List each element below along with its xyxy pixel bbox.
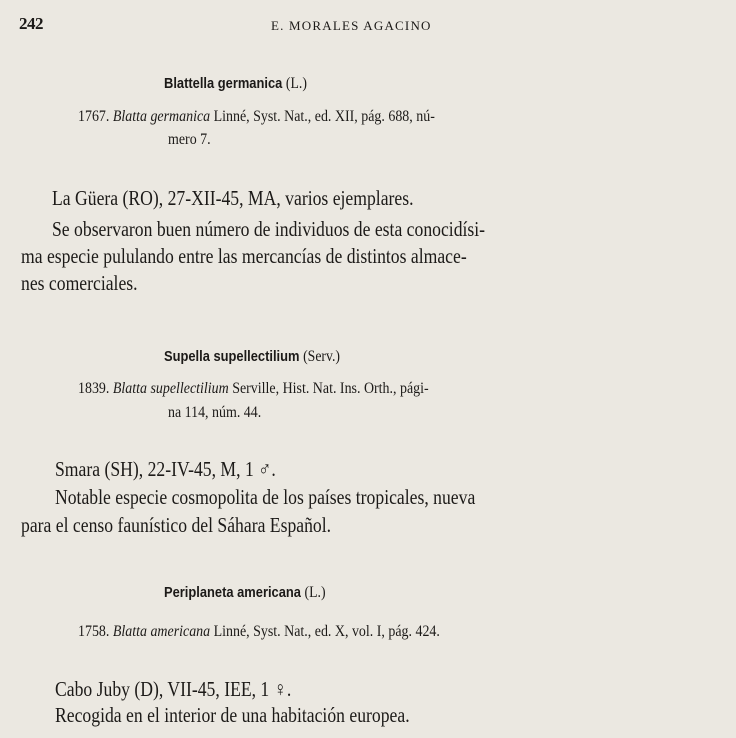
citation-continuation: na 114, núm. 44. bbox=[168, 404, 262, 421]
citation-year: 1758. bbox=[78, 623, 110, 640]
citation-year: 1767. bbox=[78, 108, 110, 125]
citation-continuation: mero 7. bbox=[168, 131, 211, 148]
species-heading bbox=[164, 584, 326, 602]
citation-year: 1839. bbox=[78, 380, 110, 397]
note-line: Se observaron buen número de individuos de esta conocidísi- bbox=[52, 217, 486, 241]
citation-line bbox=[78, 108, 663, 126]
note-line: para el censo faunístico del Sáhara Español. bbox=[21, 513, 332, 537]
collection-record: Smara (SH), 22-IV-45, M, 1 ♂. bbox=[55, 457, 276, 481]
note-line: nes comerciales. bbox=[21, 271, 138, 295]
note-line: ma especie pululando entre las mercancías de distintos almace- bbox=[21, 244, 467, 268]
species-author: (L.) bbox=[285, 75, 307, 92]
species-heading bbox=[164, 75, 307, 93]
page-number: 242 bbox=[19, 14, 43, 33]
running-head: E. MORALES AGACINO bbox=[271, 18, 432, 33]
species-name: Blattella germanica bbox=[164, 75, 283, 92]
citation-reference: Linné, Syst. Nat., ed. XII, pág. 688, nú- bbox=[213, 108, 435, 125]
species-name: Periplaneta americana bbox=[164, 584, 301, 601]
citation-reference: Serville, Hist. Nat. Ins. Orth., pági- bbox=[232, 380, 429, 397]
species-author: (L.) bbox=[304, 584, 326, 601]
note-line: Notable especie cosmopolita de los países tropicales, nueva bbox=[55, 485, 476, 509]
citation-taxon: Blatta supellectilium bbox=[112, 380, 229, 397]
note-line: Recogida en el interior de una habitación europea. bbox=[55, 703, 410, 727]
citation-reference: Linné, Syst. Nat., ed. X, vol. I, pág. 424. bbox=[213, 623, 440, 640]
collection-record: La Güera (RO), 27-XII-45, MA, varios ejemplares. bbox=[52, 186, 414, 210]
species-heading bbox=[164, 348, 340, 366]
species-name: Supella supellectilium bbox=[164, 348, 300, 365]
citation-line bbox=[78, 380, 429, 398]
citation-taxon: Blatta germanica bbox=[112, 108, 211, 125]
collection-record: Cabo Juby (D), VII-45, IEE, 1 ♀. bbox=[55, 677, 292, 701]
species-author: (Serv.) bbox=[303, 348, 341, 365]
citation-line bbox=[78, 623, 440, 641]
citation-taxon: Blatta americana bbox=[112, 623, 211, 640]
